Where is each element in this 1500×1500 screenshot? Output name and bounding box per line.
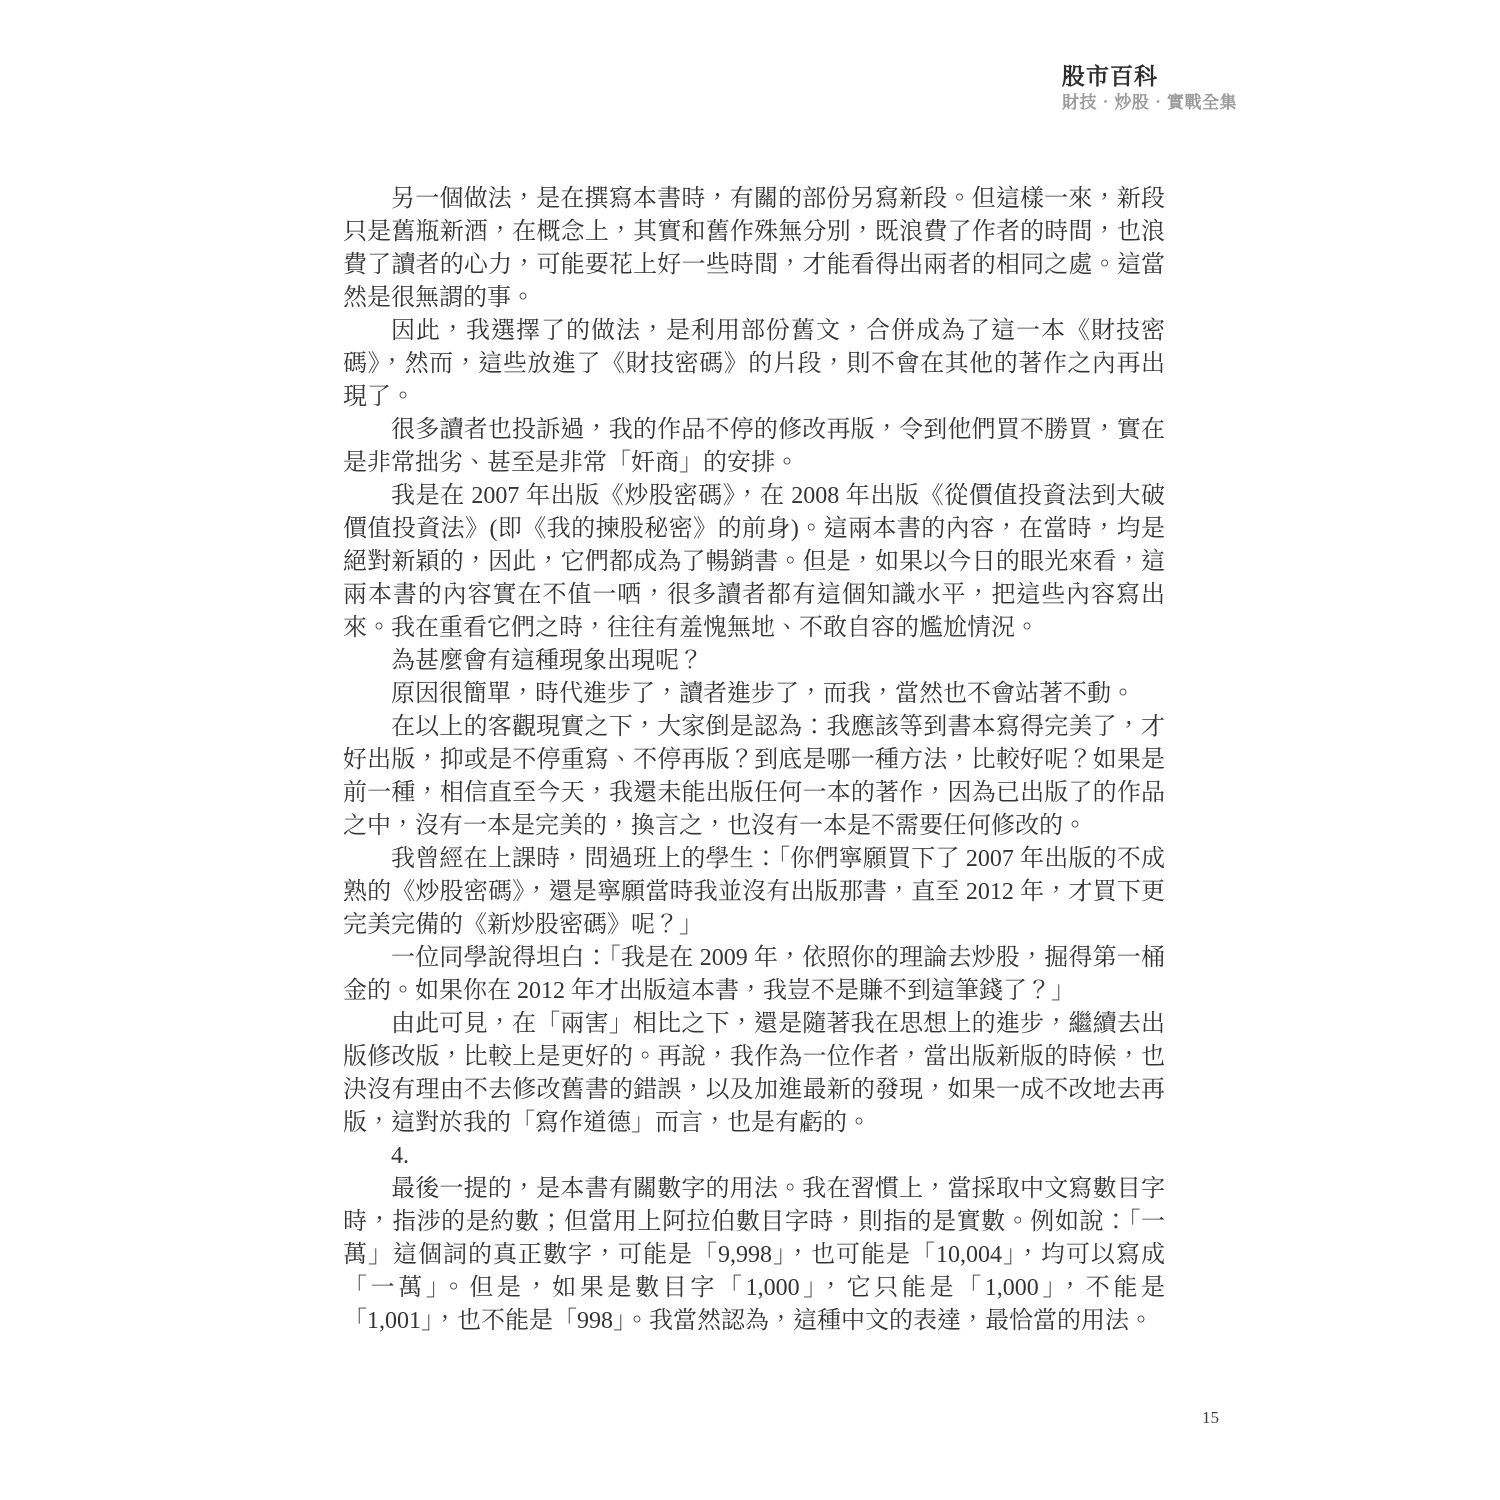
section-number-heading: 4. [391, 1143, 409, 1169]
series-title: 股市百科 [1062, 64, 1158, 89]
page-number: 15 [1202, 1408, 1219, 1427]
paragraph: 另一個做法，是在撰寫本書時，有關的部份另寫新段。但這樣一來，新段只是舊瓶新酒，在概念上，其實和舊作殊無分別，既浪費了作者的時間，也浪費了讀者的心力，可能要花上好一些時間，才能看得出兩者的相同之處。這當然是很無謂的事。 [343, 186, 1165, 311]
paragraph: 為甚麼會有這種現象出現呢？ [391, 648, 703, 674]
paragraph: 一位同學說得坦白：「我是在 2009 年，依照你的理論去炒股，掘得第一桶金的。如果你在 2012 年才出版這本書，我豈不是賺不到這筆錢了？」 [343, 945, 1165, 1004]
series-subtitle: 財技‧炒股‧實戰全集 [1062, 93, 1237, 113]
paragraph: 由此可見，在「兩害」相比之下，還是隨著我在思想上的進步，繼續去出版修改版，比較上是更好的。再說，我作為一位作者，當出版新版的時候，也決沒有理由不去修改舊書的錯誤，以及加進最新的發現，如果一成不改地去再版，這對於我的「寫作道德」而言，也是有虧的。 [343, 1011, 1165, 1136]
paragraph: 因此，我選擇了的做法，是利用部份舊文，合併成為了這一本《財技密碼》，然而，這些放進了《財技密碼》的片段，則不會在其他的著作之內再出現了。 [343, 318, 1165, 410]
paragraph: 很多讀者也投訴過，我的作品不停的修改再版，令到他們買不勝買，實在是非常拙劣、甚至是非常「奸商」的安排。 [343, 417, 1165, 476]
paragraph: 我是在 2007 年出版《炒股密碼》，在 2008 年出版《從價值投資法到大破價值投資法》(即《我的揀股秘密》的前身)。這兩本書的內容，在當時，均是絕對新穎的，因此，它們都成為了暢銷書。但是，如果以今日的眼光來看，這兩本書的內容實在不值一哂，很多讀者都有這個知識水平，把這些內容寫出來。我在重看它們之時，往往有羞愧無地、不敢自容的尷尬情況。 [343, 483, 1165, 641]
paragraph: 在以上的客觀現實之下，大家倒是認為：我應該等到書本寫得完美了，才好出版，抑或是不停重寫、不停再版？到底是哪一種方法，比較好呢？如果是前一種，相信直至今天，我還未能出版任何一本的著作，因為已出版了的作品之中，沒有一本是完美的，換言之，也沒有一本是不需要任何修改的。 [343, 714, 1165, 839]
paragraph: 我曾經在上課時，問過班上的學生：「你們寧願買下了 2007 年出版的不成熟的《炒股密碼》，還是寧願當時我並沒有出版那書，直至 2012 年，才買下更完美完備的《新炒股密碼》呢？」 [343, 846, 1165, 938]
body-text-block [343, 183, 1165, 1338]
book-header [1062, 64, 1237, 113]
paragraph: 原因很簡單，時代進步了，讀者進步了，而我，當然也不會站著不動。 [391, 681, 1135, 707]
paragraph: 最後一提的，是本書有關數字的用法。我在習慣上，當採取中文寫數目字時，指涉的是約數；但當用上阿拉伯數目字時，則指的是實數。例如說：「一萬」這個詞的真正數字，可能是「9,998」，也可能是「10,004」，均可以寫成「一萬」。但是，如果是數目字「1,000」，它只能是「1,000」，不能是「1,001」，也不能是「998」。我當然認為，這種中文的表達，最恰當的用法。 [343, 1176, 1165, 1334]
